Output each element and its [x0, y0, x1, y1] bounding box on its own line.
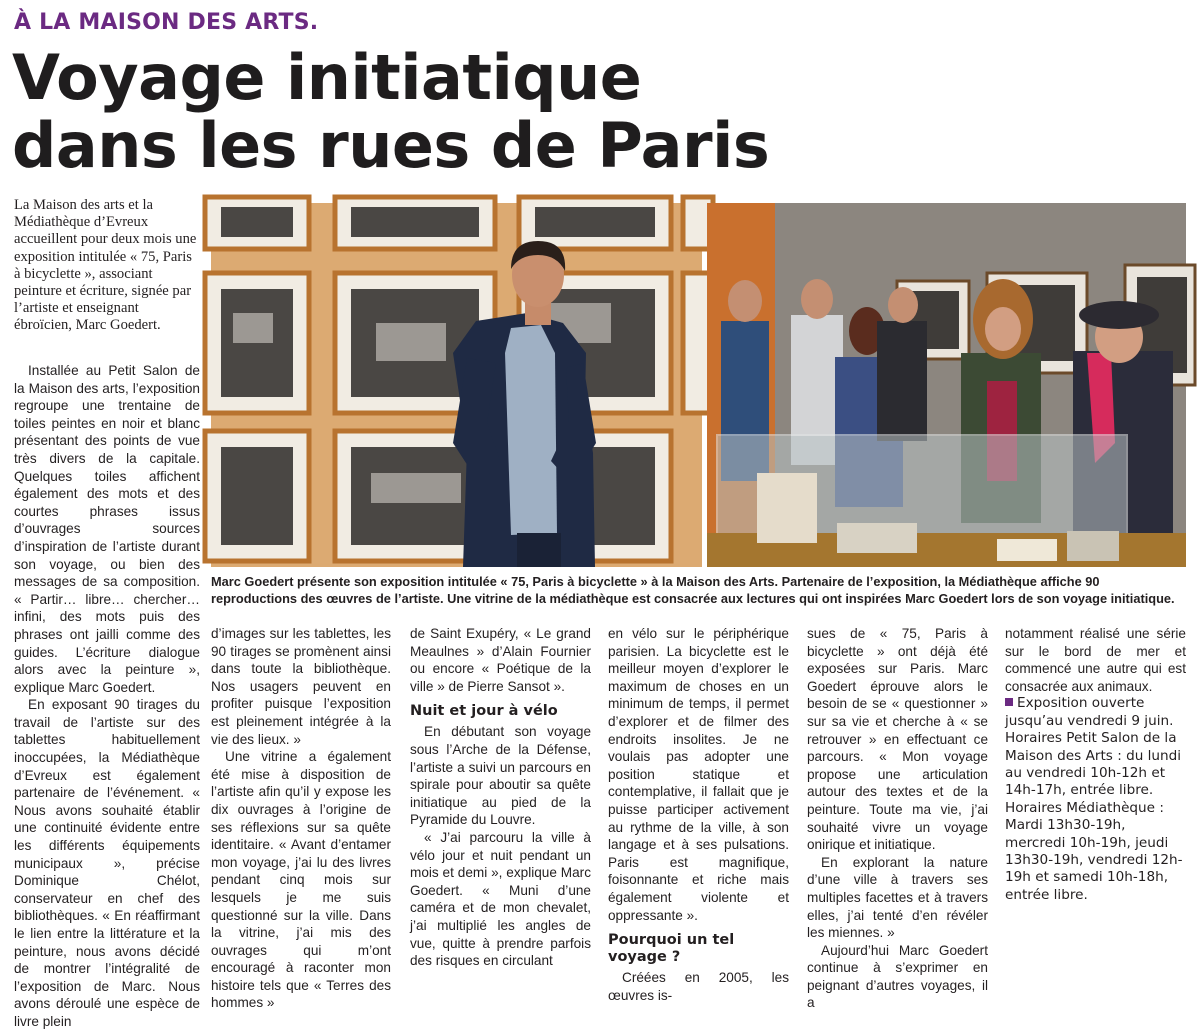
- article-column-6: [1005, 625, 1186, 904]
- column-1-paragraph-1: Installée au Petit Salon de la Maison des arts, l’exposition regroupe une trentaine de toiles peintes en noir et blanc présentant des points de vue très divers de la capitale. Quelques toiles affichent également des mots et des courtes phrases issus d’ouvrages sources d’inspiration de l’artiste durant son voyage, ou bien des messages de sa composition. « Partir… libre… chercher… infini, des mots puis des phrases ont jailli comme des guides. L’écriture dialogue alors avec la peinture », explique Marc Goedert.: [14, 363, 200, 695]
- column-3-paragraph-2: En débutant son voyage sous l’Arche de la Défense, l’artiste a suivi un parcours en spirale pour aboutir sa quête initiatique au pied de la Pyramide du Louvre.: [410, 724, 591, 828]
- article-column-5: [807, 625, 988, 1012]
- column-4-paragraph-2: Créées en 2005, les œuvres is-: [608, 970, 789, 1003]
- article-headline: [12, 41, 912, 182]
- column-1-paragraph-2: En exposant 90 tirages du travail de l’artiste sur des tablettes habituellement inoccupées, la Médiathèque d’Evreux est également partenaire de l’événement. « Nous avons souhaité établir une continuité évidente entre les différents équipements municipaux », précise Dominique Chélot, conservateur en chef des bibliothèques. « En réaffirmant le lien entre la littérature et la peinture, nous avons décidé de montrer l’intégralité de l’exposition de Marc. Nous avons déroulé une espèce de livre plein: [14, 697, 200, 1029]
- exhibition-info-box: [1005, 695, 1186, 904]
- display-case: [707, 435, 1186, 567]
- article-column-1: [14, 362, 200, 1031]
- bullet-square-icon: [1005, 698, 1013, 706]
- photo-visitors-display-case: [707, 203, 1186, 567]
- headline-line-2: dans les rues de Paris: [12, 109, 770, 182]
- column-4-paragraph-1: en vélo sur le périphérique parisien. La bicyclette est le meilleur moyen d’explorer le maximum de choses en un minimum de temps, il permet d’explorer et de filmer des endroits insolites. Je ne voulais pas adopter une position statique et contemplative, il fallait que je puisse participer activement au rythme de la ville, à son langage et à ses pulsations. Paris est magnifique, foisonnante et riche mais également violente et oppressante ».: [608, 626, 789, 923]
- article-column-4: [608, 625, 789, 1004]
- photo-caption: Marc Goedert présente son exposition intitulée « 75, Paris à bicyclette » à la Maison des Arts. Partenaire de l’exposition, la Médiathèque affiche 90 reproductions des œuvres de l’artiste. Une vitrine de la médiathèque est consacrée aux lectures qui ont inspirées Marc Goedert lors de son voyage initiatique.: [211, 574, 1175, 606]
- article-column-2: [211, 625, 391, 1012]
- column-3-paragraph-1: de Saint Exupéry, « Le grand Meaulnes » d’Alain Fournier ou encore « Poétique de la ville » de Pierre Sansot ».: [410, 626, 591, 694]
- column-5-paragraph-1: sues de « 75, Paris à bicyclette » ont déjà été exposées sur Paris. Marc Goedert éprouve alors le besoin de se « questionner » sur sa vie et cherche à « se retrouver » en effectuant ce parcours. « Mon voyage propose une articulation autour des textes et de la peinture. Toute ma vie, j’ai souhaité vivre un voyage onirique et initiatique.: [807, 626, 988, 853]
- subheading-nuit-et-jour: Nuit et jour à vélo: [410, 703, 558, 720]
- column-5-paragraph-3: Aujourd’hui Marc Goedert continue à s’exprimer en peignant d’autres voyages, il a: [807, 942, 988, 1011]
- column-6-paragraph-1: notamment réalisé une série sur le bord de mer et commencé une autre qui est consacrée aux animaux.: [1005, 626, 1186, 694]
- exhibition-info-text: Exposition ouverte jusqu’au vendredi 9 juin. Horaires Petit Salon de la Maison des Arts : du lundi au vendredi 10h-12h et 14h-17h, entrée libre. Horaires Médiathèque : Mardi 13h30-19h, mercredi 10h-19h, jeudi 13h30-19h, vendredi 12h-19h et samedi 10h-18h, entrée libre.: [1005, 695, 1183, 903]
- headline-line-1: Voyage initiatique: [12, 41, 642, 114]
- column-2-paragraph-1: d’images sur les tablettes, les 90 tirages se promènent ainsi dans toute la bibliothèque. Nos usagers peuvent en profiter puisque l’exposition est pleinement intégrée à la vie des lieux. »: [211, 626, 391, 747]
- photo-artist-illustration: [211, 203, 702, 567]
- photo-artist-with-paintings: [211, 203, 702, 567]
- column-2-paragraph-2: Une vitrine a également été mise à disposition de l’artiste afin qu’il y expose les dix ouvrages à l’origine de ses réflexions sur sa quête identitaire. « Avant d’entamer mon voyage, j’ai lu des livres pendant cinq mois sur lesquels je me suis questionné sur la ville. Dans la vitrine, j’ai mis des ouvrages qui m’ont encouragé à raconter mon histoire tels que « Terres des hommes »: [211, 749, 391, 1011]
- column-3-paragraph-3: « J’ai parcouru la ville à vélo jour et nuit pendant un mois et demi », explique Marc Goedert. « Muni d’une caméra et de mon chevalet, j’ai multiplié les angles de vue, quitte à prendre parfois des risques en circulant: [410, 829, 591, 969]
- subheading-pourquoi-voyage: Pourquoi un tel voyage ?: [608, 932, 735, 966]
- column-5-paragraph-2: En explorant la nature d’une ville à travers ses multiples facettes et à travers elles, j’ai tenté d’en révéler les miennes. »: [807, 854, 988, 941]
- article-column-3: [410, 625, 591, 970]
- photo-visitors-illustration: [707, 203, 1186, 567]
- article-lead: La Maison des arts et la Médiathèque d’Evreux accueillent pour deux mois une exposition intitulée « 75, Paris à bicyclette », associant peinture et écriture, signée par l’artiste et enseignant ébroïcien, Marc Goedert.: [14, 197, 197, 334]
- article-kicker: À LA MAISON DES ARTS.: [14, 10, 319, 35]
